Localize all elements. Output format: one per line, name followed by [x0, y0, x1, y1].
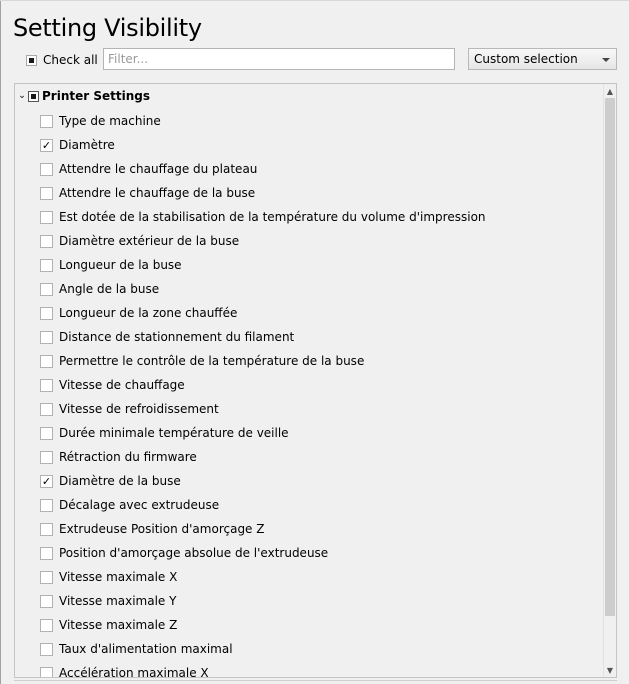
setting-row[interactable]: [40, 541, 486, 565]
setting-label: Attendre le chauffage du plateau: [59, 162, 258, 176]
check-all-checkbox[interactable]: [26, 55, 37, 66]
tree-category-printer-settings[interactable]: [17, 88, 150, 104]
selection-dropdown[interactable]: [468, 48, 617, 70]
chevron-down-icon[interactable]: ⌄: [18, 91, 26, 101]
setting-checkbox[interactable]: [40, 499, 53, 512]
window-left-edge: [0, 0, 1, 684]
setting-checkbox[interactable]: [40, 595, 53, 608]
scroll-up-arrow-icon[interactable]: ▲: [606, 86, 614, 96]
setting-row[interactable]: [40, 373, 486, 397]
setting-checkbox[interactable]: [40, 427, 53, 440]
setting-row[interactable]: [40, 349, 486, 373]
dropdown-arrow-icon: [602, 58, 610, 62]
setting-checkbox[interactable]: [40, 211, 53, 224]
setting-row[interactable]: [40, 253, 486, 277]
category-checkbox[interactable]: [28, 91, 39, 102]
setting-row[interactable]: [40, 589, 486, 613]
setting-row[interactable]: [40, 469, 486, 493]
setting-label: Attendre le chauffage de la buse: [59, 186, 256, 200]
window-top-edge: [0, 0, 629, 1]
setting-label: Extrudeuse Position d'amorçage Z: [59, 522, 265, 536]
setting-checkbox[interactable]: ✓: [41, 138, 52, 152]
vertical-scrollbar[interactable]: [603, 84, 616, 677]
setting-checkbox[interactable]: ✓: [41, 474, 52, 488]
bottom-divider: [14, 680, 617, 681]
check-all-toggle[interactable]: [26, 51, 98, 69]
filter-input[interactable]: [103, 48, 455, 70]
setting-label: Diamètre extérieur de la buse: [59, 234, 240, 248]
setting-label: Vitesse maximale Z: [59, 618, 178, 632]
setting-checkbox[interactable]: [40, 643, 53, 656]
setting-label: Taux d'alimentation maximal: [59, 642, 233, 656]
page-title: Setting Visibility: [13, 14, 202, 42]
setting-checkbox[interactable]: [40, 619, 53, 632]
setting-row[interactable]: [40, 517, 486, 541]
setting-checkbox[interactable]: [40, 355, 53, 368]
setting-label: Vitesse maximale Y: [59, 594, 177, 608]
setting-checkbox[interactable]: [40, 307, 53, 320]
setting-label: Diamètre: [59, 138, 115, 152]
setting-checkbox[interactable]: [40, 451, 53, 464]
settings-list: [40, 109, 486, 678]
setting-checkbox[interactable]: [40, 115, 53, 128]
setting-checkbox[interactable]: [40, 235, 53, 248]
setting-row[interactable]: [40, 133, 486, 157]
setting-row[interactable]: [40, 181, 486, 205]
setting-row[interactable]: [40, 325, 486, 349]
setting-row[interactable]: [40, 565, 486, 589]
setting-row[interactable]: [40, 637, 486, 661]
setting-row[interactable]: [40, 205, 486, 229]
setting-label: Distance de stationnement du filament: [59, 330, 295, 344]
setting-label: Vitesse de refroidissement: [59, 402, 219, 416]
setting-label: Permettre le contrôle de la température de la buse: [59, 354, 365, 368]
setting-checkbox[interactable]: [40, 331, 53, 344]
setting-label: Durée minimale température de veille: [59, 426, 289, 440]
setting-checkbox[interactable]: [40, 283, 53, 296]
setting-label: Accélération maximale X: [59, 666, 209, 678]
setting-row[interactable]: [40, 613, 486, 637]
setting-row[interactable]: [40, 493, 486, 517]
setting-checkbox[interactable]: [40, 403, 53, 416]
setting-label: Type de machine: [59, 114, 161, 128]
setting-row[interactable]: [40, 277, 486, 301]
setting-label: Longueur de la zone chauffée: [59, 306, 238, 320]
settings-tree[interactable]: [14, 83, 617, 678]
tree-category-label: Printer Settings: [42, 89, 150, 103]
setting-checkbox[interactable]: [40, 379, 53, 392]
setting-row[interactable]: [40, 397, 486, 421]
setting-label: Vitesse maximale X: [59, 570, 178, 584]
scrollbar-thumb[interactable]: [605, 98, 615, 616]
setting-checkbox[interactable]: [40, 523, 53, 536]
setting-label: Est dotée de la stabilisation de la température du volume d'impression: [59, 210, 486, 224]
setting-checkbox[interactable]: [40, 547, 53, 560]
setting-label: Décalage avec extrudeuse: [59, 498, 220, 512]
setting-row[interactable]: [40, 157, 486, 181]
scroll-down-arrow-icon[interactable]: ▼: [606, 665, 614, 675]
setting-label: Position d'amorçage absolue de l'extrudeuse: [59, 546, 329, 560]
setting-row[interactable]: [40, 109, 486, 133]
setting-row[interactable]: [40, 301, 486, 325]
setting-row[interactable]: [40, 229, 486, 253]
setting-label: Diamètre de la buse: [59, 474, 181, 488]
setting-label: Longueur de la buse: [59, 258, 182, 272]
setting-label: Angle de la buse: [59, 282, 160, 296]
setting-checkbox[interactable]: [40, 163, 53, 176]
selection-dropdown-value: Custom selection: [474, 52, 578, 66]
setting-label: Vitesse de chauffage: [59, 378, 185, 392]
setting-row[interactable]: [40, 445, 486, 469]
setting-checkbox[interactable]: [40, 259, 53, 272]
setting-row[interactable]: [40, 661, 486, 678]
setting-label: Rétraction du firmware: [59, 450, 197, 464]
setting-checkbox[interactable]: [40, 667, 53, 679]
setting-checkbox[interactable]: [40, 187, 53, 200]
setting-row[interactable]: [40, 421, 486, 445]
setting-checkbox[interactable]: [40, 571, 53, 584]
check-all-label: Check all: [43, 53, 98, 67]
